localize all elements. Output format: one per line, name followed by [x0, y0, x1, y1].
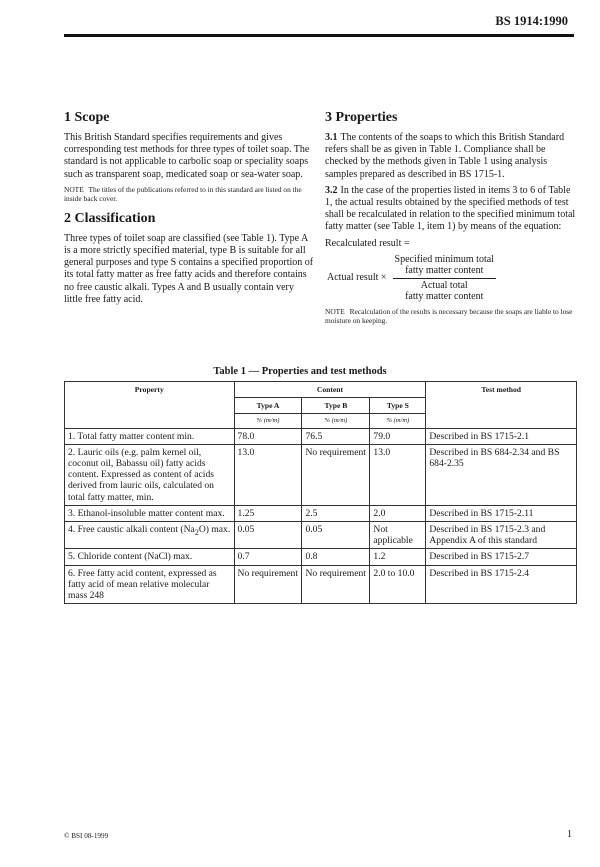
equation-fraction [393, 254, 496, 303]
equation-actual-result: Actual result × [327, 272, 387, 284]
row-6-type-b: No requirement [302, 565, 370, 604]
properties-heading: 3 Properties [325, 110, 398, 125]
equation-denominator-line-1: Actual total [420, 279, 468, 291]
row-4-type-s: Not applicable [370, 522, 426, 549]
row-1-test-method: Described in BS 1715-2.1 [426, 428, 577, 444]
row-4-property-subscript: 2 [194, 527, 199, 537]
table-row [65, 565, 577, 604]
properties-table [64, 381, 577, 604]
row-6-property: 6. Free fatty acid content, expressed as fatty acid of mean relative molecular mass 248 [65, 565, 235, 604]
row-4-test-method: Described in BS 1715-2.3 and Appendix A of this standard [426, 522, 577, 549]
clause-3-1-label: 3.1 [325, 132, 338, 143]
row-3-type-s: 2.0 [370, 505, 426, 521]
recalculation-equation [327, 254, 577, 303]
unit-type-b: % (m/m) [302, 414, 370, 428]
row-1-type-s: 79.0 [370, 428, 426, 444]
row-4-type-a: 0.05 [234, 522, 302, 549]
row-6-test-method: Described in BS 1715-2.4 [426, 565, 577, 604]
document-code: BS 1914:1990 [495, 14, 568, 28]
scope-note [64, 185, 314, 203]
row-1-type-b: 76.5 [302, 428, 370, 444]
row-2-property: 2. Lauric oils (e.g. palm kernel oil, coconut oil, Babassu oil) fatty acids content. Expressed as content of acids derived from lauric oils, calculated on total fatty matter, min. [65, 444, 235, 505]
equation-denominator [405, 279, 483, 303]
scope-note-label: NOTE [64, 184, 84, 194]
scope-body: This British Standard specifies requirements and gives corresponding test methods for three types of toilet soap. The standard is not applicable to carbolic soap or speciality soaps such as transparent soap, medicated soap or sea-water soap. [64, 132, 310, 180]
row-4-property-pre: 4. Free caustic alkali content (Na [68, 524, 195, 536]
row-3-type-b: 2.5 [302, 505, 370, 521]
clause-3-2 [325, 185, 577, 234]
equation-numerator [393, 254, 496, 279]
properties-note-label: NOTE [325, 306, 345, 316]
row-1-property: 1. Total fatty matter content min. [65, 428, 235, 444]
clause-3-2-text: In the case of the properties listed in items 3 to 6 of Table 1, the actual results obtained by the specified methods of test shall be recalculated in relation to the specified minimum total fatty matter (see Table 1, item 1) by means of the equation: [325, 184, 576, 233]
equation-numerator-line-1: Specified minimum total [394, 253, 494, 265]
unit-type-a: % (m/m) [234, 414, 302, 428]
row-2-type-a: 13.0 [234, 444, 302, 505]
row-3-test-method: Described in BS 1715-2.11 [426, 505, 577, 521]
scope-heading: 1 Scope [64, 110, 110, 125]
header-type-b: Type B [302, 398, 370, 414]
row-5-property: 5. Chloride content (NaCl) max. [65, 549, 235, 565]
clause-3-1 [325, 132, 577, 181]
equation-denominator-line-2: fatty matter content [405, 291, 484, 303]
row-3-property: 3. Ethanol-insoluble matter content max. [65, 505, 235, 521]
row-4-type-b: 0.05 [302, 522, 370, 549]
header-property: Property [65, 382, 235, 429]
row-2-type-b: No requirement [302, 444, 370, 505]
header-rule [64, 34, 574, 37]
row-4-property-post: O) max. [198, 524, 231, 536]
row-4-property [65, 522, 235, 549]
clause-3-2-label: 3.2 [325, 184, 338, 196]
header-content: Content [234, 382, 426, 398]
table-row [65, 549, 577, 565]
clause-3-1-text: The contents of the soaps to which this British Standard refers shall be as given in Table 1. Compliance shall be checked by the methods given in Table 1 using analysis samples prepared as described in BS 1715-1. [325, 132, 565, 180]
row-1-type-a: 78.0 [234, 428, 302, 444]
scope-note-text: The titles of the publications referred to in this standard are listed on the inside back cover. [64, 184, 302, 203]
header-test-method: Test method [426, 382, 577, 429]
properties-note [325, 307, 577, 325]
row-5-type-a: 0.7 [234, 549, 302, 565]
properties-note-text: Recalculation of the results is necessary because the soaps are liable to lose moisture on keeping. [325, 306, 573, 325]
table-row [65, 522, 577, 549]
row-2-test-method: Described in BS 684-2.34 and BS 684-2.35 [426, 444, 577, 505]
left-column [64, 110, 314, 310]
right-column [325, 110, 577, 333]
equation-numerator-line-2: fatty matter content [405, 265, 484, 277]
classification-heading: 2 Classification [64, 210, 156, 226]
table-caption: Table 1 — Properties and test methods [213, 366, 387, 377]
row-3-type-a: 1.25 [234, 505, 302, 521]
row-5-type-b: 0.8 [302, 549, 370, 565]
table-row [65, 505, 577, 521]
unit-type-s: % (m/m) [370, 414, 426, 428]
table-header-row [65, 382, 577, 398]
classification-body: Three types of toilet soap are classified (see Table 1). Type A is a more strictly specified material, type B is suitable for all general purposes and type S contains a specified proportion of its total fatty matter as free fatty acids and therefore contains no free caustic alkali. Types A and B usually contain very little free fatty acid. [64, 232, 314, 305]
table-row [65, 428, 577, 444]
header-type-s: Type S [370, 398, 426, 414]
table-row [65, 444, 577, 505]
page-number: 1 [567, 829, 572, 840]
row-6-type-s: 2.0 to 10.0 [370, 565, 426, 604]
recalculated-result-label: Recalculated result = [325, 237, 410, 249]
header-type-a: Type A [234, 398, 302, 414]
row-2-type-s: 13.0 [370, 444, 426, 505]
row-5-type-s: 1.2 [370, 549, 426, 565]
copyright: © BSI 08-1999 [64, 832, 109, 840]
row-5-test-method: Described in BS 1715-2.7 [426, 549, 577, 565]
row-6-type-a: No requirement [234, 565, 302, 604]
